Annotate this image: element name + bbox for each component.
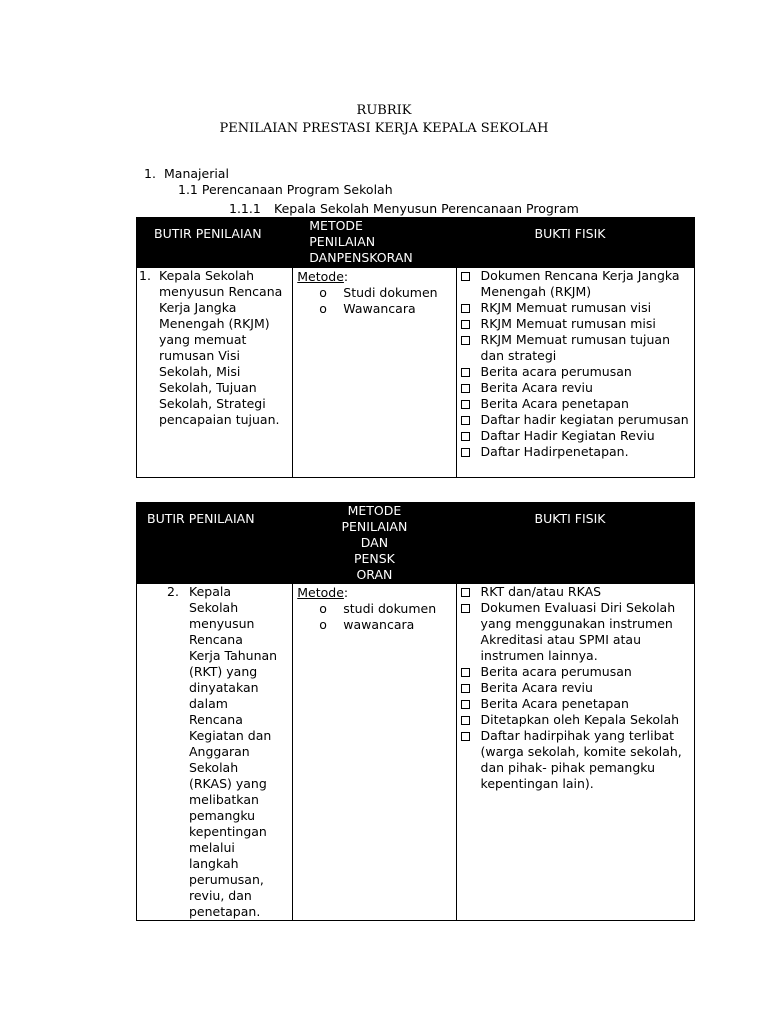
outline-level1-heading: Manajerial [164,166,229,181]
list-item: Dokumen Evaluasi Diri Sekolah yang menggunakan instrumen Akreditasi atau SPMI atau instrumen lainnya. [457,600,694,664]
checkbox-square-icon [461,304,470,313]
table-header-row [137,503,695,584]
document-title: RUBRIK [356,103,412,118]
bukti-fisik-cell [456,268,694,478]
outline-level1-number: 1. [144,166,156,181]
checkbox-square-icon [461,732,470,741]
list-item: Daftar Hadir Kegiatan Reviu [457,428,694,444]
butir-number: 1. [139,268,151,283]
checkbox-square-icon [461,588,470,597]
list-item: Berita Acara penetapan [457,696,694,712]
header-butir-penilaian: BUTIR PENILAIAN [137,503,293,584]
checkbox-square-icon [461,448,470,457]
checkbox-square-icon [461,416,470,425]
table-header-row [137,218,695,268]
list-item: Berita acara perumusan [457,664,694,680]
table-row [137,584,695,921]
list-item: o Studi dokumen [319,285,438,300]
list-item: Ditetapkan oleh Kepala Sekolah [457,712,694,728]
checkbox-square-icon [461,668,470,677]
checkbox-square-icon [461,432,470,441]
list-item: Dokumen Rencana Kerja Jangka Menengah (RKJM) [457,268,694,300]
list-item: Berita Acara reviu [457,680,694,696]
butir-number: 2. [167,584,179,599]
checkbox-square-icon [461,716,470,725]
list-item: o Wawancara [319,301,416,316]
butir-text: Kepala Sekolah menyusun Rencana Kerja Jangka Menengah (RKJM) yang memuat rumusan Visi Sekolah, Misi Sekolah, Tujuan Sekolah, Strategi pencapaian tujuan. [159,268,283,427]
metode-list [297,601,455,633]
list-item: Daftar Hadirpenetapan. [457,444,694,460]
outline-level3-heading: Kepala Sekolah Menyusun Perencanaan Program [274,201,579,216]
circle-bullet-icon: o [319,301,327,316]
bukti-list [457,268,694,460]
list-item: o studi dokumen [319,601,437,616]
list-item: Daftar hadirpihak yang terlibat (warga sekolah, komite sekolah, dan pihak- pihak pemangku kepentingan lain). [457,728,694,792]
bukti-fisik-cell [456,584,694,921]
header-bukti-fisik: BUKTI FISIK [456,503,694,584]
list-item: RKJM Memuat rumusan misi [457,316,694,332]
checkbox-square-icon [461,368,470,377]
circle-bullet-icon: o [319,617,327,632]
checkbox-square-icon [461,336,470,345]
header-metode-penilaian: METODE PENILAIAN DANPENSKORAN [293,218,456,268]
checkbox-square-icon [461,272,470,281]
list-item: Daftar hadir kegiatan perumusan [457,412,694,428]
butir-penilaian-cell [137,584,293,921]
checkbox-square-icon [461,320,470,329]
butir-penilaian-cell [137,268,293,478]
checkbox-square-icon [461,400,470,409]
table-row [137,268,695,478]
checkbox-square-icon [461,700,470,709]
metode-label: Metode [297,269,344,284]
header-bukti-fisik: BUKTI FISIK [456,218,694,268]
outline-level3-number: 1.1.1 [229,201,261,216]
list-item: Berita acara perumusan [457,364,694,380]
checkbox-square-icon [461,684,470,693]
circle-bullet-icon: o [319,285,327,300]
list-item: Berita Acara reviu [457,380,694,396]
list-item: RKJM Memuat rumusan tujuan dan strategi [457,332,694,364]
outline-level2-heading: 1.1 Perencanaan Program Sekolah [178,182,393,197]
checkbox-square-icon [461,384,470,393]
header-metode-penilaian: METODE PENILAIAN DAN PENSK ORAN [293,503,456,584]
list-item: Berita Acara penetapan [457,396,694,412]
butir-text: Kepala Sekolah menyusun Rencana Kerja Tahunan (RKT) yang dinyatakan dalam Rencana Kegiatan dan Anggaran Sekolah (RKAS) yang melibatkan pemangku kepentingan melalui langkah perumusan, reviu, dan penetapan. [189,584,278,919]
rubric-table-1 [136,217,695,478]
list-item: o wawancara [319,617,415,632]
document-subtitle: PENILAIAN PRESTASI KERJA KEPALA SEKOLAH [219,121,549,136]
header-butir-penilaian: BUTIR PENILAIAN [137,218,293,268]
list-item: RKJM Memuat rumusan visi [457,300,694,316]
metode-cell: Metode: o studi dokumen o wawancara [293,584,456,921]
rubric-table-2 [136,502,695,921]
circle-bullet-icon: o [319,601,327,616]
bukti-list [457,584,694,792]
checkbox-square-icon [461,604,470,613]
metode-cell: Metode: o Studi dokumen o Wawancara [293,268,456,478]
metode-list [297,285,455,317]
metode-label: Metode [297,585,344,600]
list-item: RKT dan/atau RKAS [457,584,694,600]
